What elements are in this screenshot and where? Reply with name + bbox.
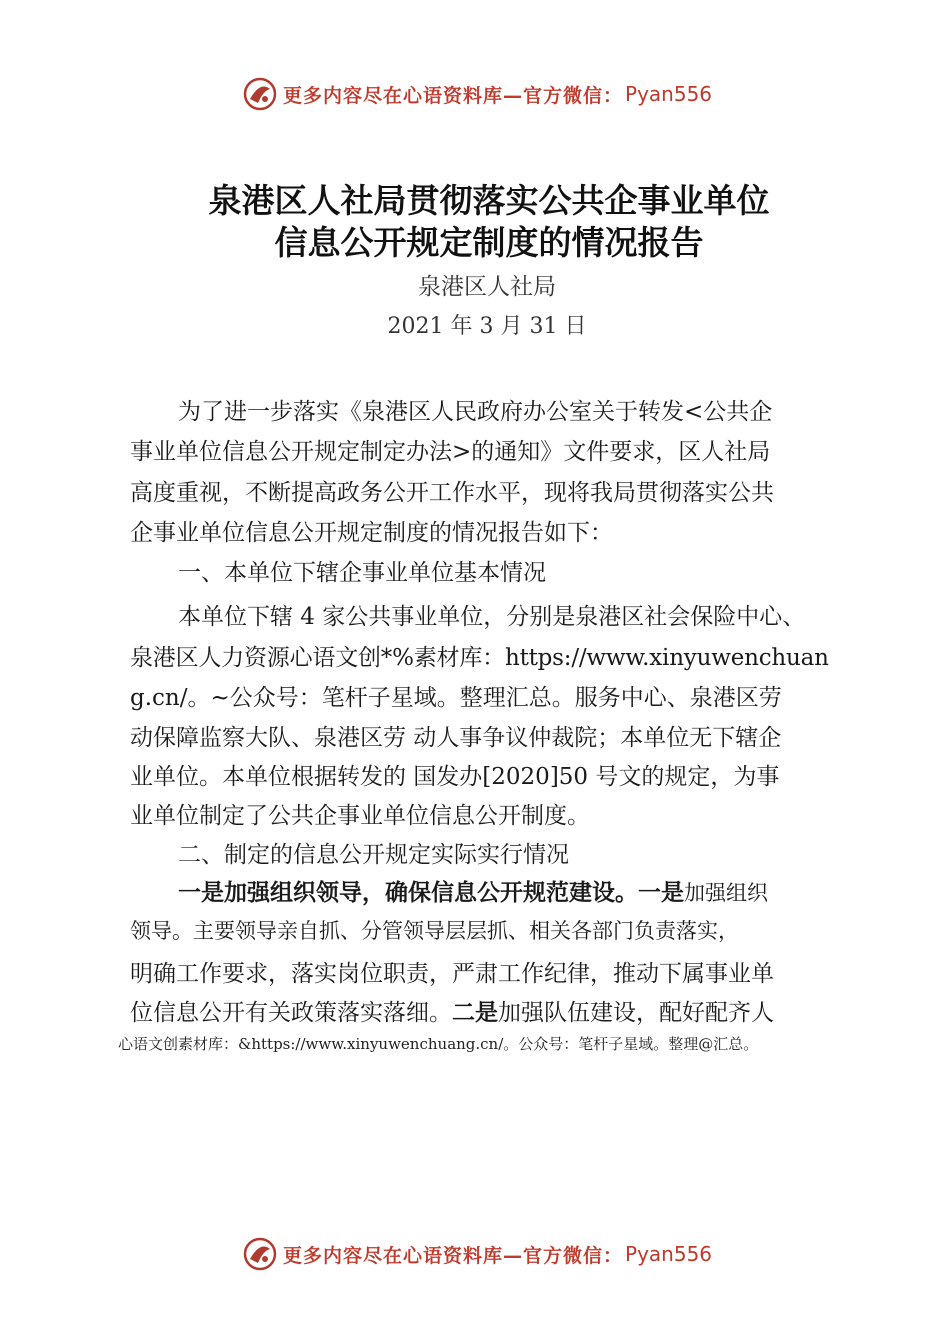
banner-wechat-id: Pyan556 [625,82,713,106]
bold-lead-text: 一是 [638,880,684,906]
banner-text: 更多内容尽在心语资料库—官方微信： [283,84,624,107]
section-heading-1: 一、本单位下辖企事业单位基本情况 [178,560,546,586]
paragraph-line: 业单位制定了公共企事业单位信息公开制度。 [130,803,590,829]
page-footer-note: 心语文创素材库：&https://www.xinyuwenchuang.cn/。公众号：笔杆子星域。整理@汇总。 [118,1035,759,1053]
section-heading-2: 二、制定的信息公开规定实际实行情况 [178,842,569,868]
paragraph-line: 业单位。本单位根据转发的 国发办[2020]50 号文的规定，为事 [130,764,780,790]
paragraph-line: 明确工作要求，落实岗位职责，严肃工作纪律，推动下属事业单 [130,961,774,987]
bold-lead-text: 一是加强组织领导，确保信息公开规范建设。 [178,880,638,906]
document-author: 泉港区人社局 [418,274,556,300]
paragraph-line [178,878,768,908]
footer-banner [243,1234,712,1274]
document-date: 2021 年 3 月 31 日 [387,314,587,339]
paragraph-line: 泉港区人力资源心语文创*%素材库：https://www.xinyuwenchuan [130,645,829,671]
paragraph-line: 本单位下辖 4 家公共事业单位，分别是泉港区社会保险中心、 [178,604,806,630]
header-banner [243,74,712,114]
paragraph-line: g.cn/。~公众号：笔杆子星域。整理汇总。服务中心、泉港区劳 [130,685,782,711]
logo-icon [243,77,277,111]
paragraph-text: 加强组织 [684,881,768,905]
paragraph-line: 动保障监察大队、泉港区劳 动人事争议仲裁院；本单位无下辖企 [130,725,782,751]
banner-wechat-id: Pyan556 [625,1242,713,1266]
paragraph-text: 位信息公开有关政策落实落细。 [130,1000,452,1026]
document-title-line-2: 信息公开规定制度的情况报告 [274,223,704,262]
paragraph-text: 加强队伍建设，配好配齐人 [498,1000,774,1026]
paragraph-line: 领导。主要领导亲自抓、分管领导层层抓、相关各部门负责落实， [130,919,739,943]
paragraph-line: 为了进一步落实《泉港区人民政府办公室关于转发<公共企 [178,399,773,425]
document-title-line-1: 泉港区人社局贯彻落实公共企事业单位 [208,181,770,220]
paragraph-line: 事业单位信息公开规定制定办法>的通知》文件要求，区人社局 [130,439,771,465]
banner-text: 更多内容尽在心语资料库—官方微信： [283,1244,624,1267]
paragraph-line: 企事业单位信息公开规定制度的情况报告如下： [130,520,613,546]
bold-lead-text: 二是 [452,1000,498,1026]
logo-icon [243,1237,277,1271]
paragraph-line [130,998,774,1028]
paragraph-line: 高度重视，不断提高政务公开工作水平，现将我局贯彻落实公共 [130,480,774,506]
